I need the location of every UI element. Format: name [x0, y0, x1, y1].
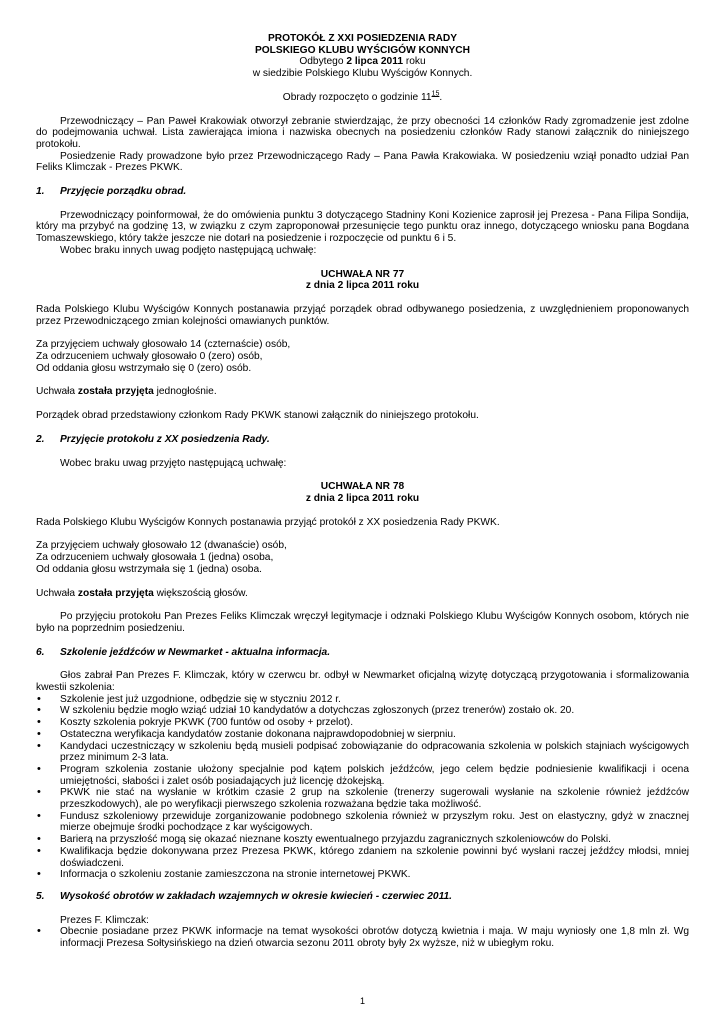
resolution-78-text: Rada Polskiego Klubu Wyścigów Konnych postanawia przyjąć protokół z XX posiedzenia Rady PKWK. — [36, 516, 500, 528]
list-item: • Obecnie posiadane przez PKWK informacje na temat wysokości obrotów dotyczą kwietnia i maja. W maju wyniosły one 1,8 mln zł. Wg informacji Prezesa Sołtysińskiego na dzień otwarcia sezonu 2011 obroty były 2x wyższe, niż w ubiegłym roku. — [36, 926, 689, 949]
doc-title-line2: POLSKIEGO KLUBU WYŚCIGÓW KONNYCH — [254, 44, 471, 56]
list-item: • Informacja o szkoleniu zostanie zamieszczona na stronie internetowej PKWK. — [36, 869, 689, 881]
resolution-77-text: Rada Polskiego Klubu Wyścigów Konnych postanawia przyjąć porządek obrad odbywanego posiedzenia, z uwzględnieniem proponowanych przez Przewodniczącego zmian kolejności omawianych punktów. — [36, 303, 689, 327]
vote-against: Za odrzuceniem uchwały głosowało 0 (zero) osób, — [36, 351, 263, 363]
section-2-paragraph: Wobec braku uwag przyjęto następującą uchwałę: — [60, 457, 287, 469]
intro-paragraph-1: Przewodniczący – Pan Paweł Krakowiak otworzył zebranie stwierdzając, że przy obecności 14 członków Rady zgromadzenie jest zdolne do podejmowania uchwał. Lista zawierająca imiona i nazwiska obecnych na posiedzeniu członków Rady stanowi załącznik do niniejszego protokołu. — [36, 115, 689, 150]
start-time-line: Obrady rozpoczęto o godzinie $11^{15}$. — [282, 90, 443, 103]
list-item: • Koszty szkolenia pokryje PKWK (700 funtów od osoby + przelot). — [36, 717, 689, 729]
list-item: • Ostateczna weryfikacja kandydatów zostanie dokonana najprawdopodobniej w sierpniu. — [36, 729, 689, 741]
section-1-proposal: Wobec braku innych uwag podjęto następującą uchwałę: — [60, 244, 317, 256]
doc-location-line: w siedzibie Polskiego Klubu Wyścigów Konnych. — [252, 68, 473, 80]
vote-abstain: Od oddania głosu wstrzymała się 1 (jedna) osoba. — [36, 563, 262, 575]
resolution-78-title: UCHWAŁA NR 78 — [320, 481, 405, 493]
section-5-paragraph: Prezes F. Klimczak: — [60, 914, 149, 926]
vote-against: Za odrzuceniem uchwały głosowała 1 (jedna) osoba, — [36, 552, 274, 564]
resolution-77-date: z dnia 2 lipca 2011 roku — [305, 280, 420, 292]
section-1-paragraph: Przewodniczący poinformował, że do omówienia punktu 3 dotyczącego Stadniny Koni Kozienice zaprosił jej Prezesa - Pana Filipa Sondija, który ma przybyć na godzinę 13, w związku z czym zaproponował przesunięcie tego punktu oraz innego, dotyczącego wniosku pana Bogdana Tomaszewskiego, który także jeszcze nie dotarł na posiedzenie i rozpoczęcie od punktu 6 i 5. — [36, 209, 689, 245]
section-6-paragraph: Głos zabrał Pan Prezes F. Klimczak, który w czerwcu br. odbył w Newmarket oficjalną wizytę dotyczącą przygotowania i sformalizowania kwestii szkolenia: — [36, 670, 689, 694]
vote-for: Za przyjęciem uchwały głosowało 12 (dwanaście) osób, — [36, 540, 287, 552]
section-5-bullet-list — [36, 926, 689, 949]
doc-title-line1: PROTOKÓŁ Z XXI POSIEDZENIA RADY — [267, 33, 458, 44]
list-item: • Szkolenie jest już uzgodnione, odbędzie się w styczniu 2012 r. — [36, 694, 689, 706]
vote-abstain: Od oddania głosu wstrzymało się 0 (zero) osób. — [36, 362, 252, 374]
section-5-heading: 5. Wysokość obrotów w zakładach wzajemnych w okresie kwiecień - czerwiec 2011. — [36, 890, 453, 902]
list-item: • Fundusz szkoleniowy przewiduje zorganizowanie podobnego szkolenia również w przyszłym roku. Jest on elastyczny, gdyż w znacznej mierze obejmuje środki pochodzące z kar wyścigowych. — [36, 811, 689, 834]
list-item: • Kwalifikacja będzie dokonywana przez Prezesa PKWK, którego zdaniem na szkolenie powinni być wysłani raczej jeźdźcy młodsi, mniej doświadczeni. — [36, 846, 689, 869]
page-number: 1 — [359, 996, 365, 1006]
resolution-78-date: z dnia 2 lipca 2011 roku — [305, 492, 420, 504]
resolution-78-outcome: Uchwała została przyjęta większością głosów. — [36, 587, 248, 599]
list-item: • W szkoleniu będzie mogło wziąć udział 10 kandydatów a dotychczas zgłoszonych (przez trenerów) zostało ok. 20. — [36, 705, 689, 717]
list-item: • Kandydaci uczestniczący w szkoleniu będą musieli podpisać zobowiązanie do odpracowania szkolenia w polskich stajniach wyścigowych przez minimum 2-3 lata. — [36, 741, 689, 764]
resolution-77-outcome: Uchwała została przyjęta jednogłośnie. — [36, 386, 217, 398]
agenda-attachment-note: Porządek obrad przedstawiony członkom Rady PKWK stanowi załącznik do niniejszego protokołu. — [36, 410, 479, 422]
section-2-heading: 2. Przyjęcie protokołu z XX posiedzenia Rady. — [36, 433, 270, 445]
section-2-closing-paragraph: Po przyjęciu protokołu Pan Prezes Feliks Klimczak wręczył legitymacje i odznaki Polskiego Klubu Wyścigów Konnych osobom, których nie było na poprzednim posiedzeniu. — [36, 611, 689, 634]
section-6-heading: 6. Szkolenie jeźdźców w Newmarket - aktualna informacja. — [36, 646, 331, 658]
section-6-bullet-list — [36, 694, 689, 881]
doc-date-line: Odbytego 2 lipca 2011 roku — [299, 56, 426, 68]
list-item: • Program szkolenia zostanie ułożony specjalnie pod kątem polskich jeźdźców, jego celem będzie podniesienie kwalifikacji i ocena umiejętności, słabości i zalet osób posiadających już licencję dżokejską. — [36, 764, 689, 787]
section-1-heading: 1. Przyjęcie porządku obrad. — [36, 186, 187, 198]
vote-for: Za przyjęciem uchwały głosowało 14 (czternaście) osób, — [36, 339, 291, 351]
resolution-77-title: UCHWAŁA NR 77 — [320, 268, 405, 280]
list-item: • Barierą na przyszłość mogą się okazać nieznane koszty ewentualnego przyjazdu zagranicznych szkoleniowców do Polski. — [36, 834, 689, 846]
intro-paragraph-2: Posiedzenie Rady prowadzone było przez Przewodniczącego Rady – Pana Pawła Krakowiaka. W posiedzeniu wziął ponadto udział Pan Feliks Klimczak - Prezes PKWK. — [36, 150, 689, 174]
list-item: • PKWK nie stać na wysłanie w krótkim czasie 2 grup na szkolenie (trenerzy sugerowali wysłanie na szkolenie również jeźdźców przeszkodowych), ale po weryfikacji pierwszego szkolenia rozważana będzie taka możliwość. — [36, 787, 689, 810]
